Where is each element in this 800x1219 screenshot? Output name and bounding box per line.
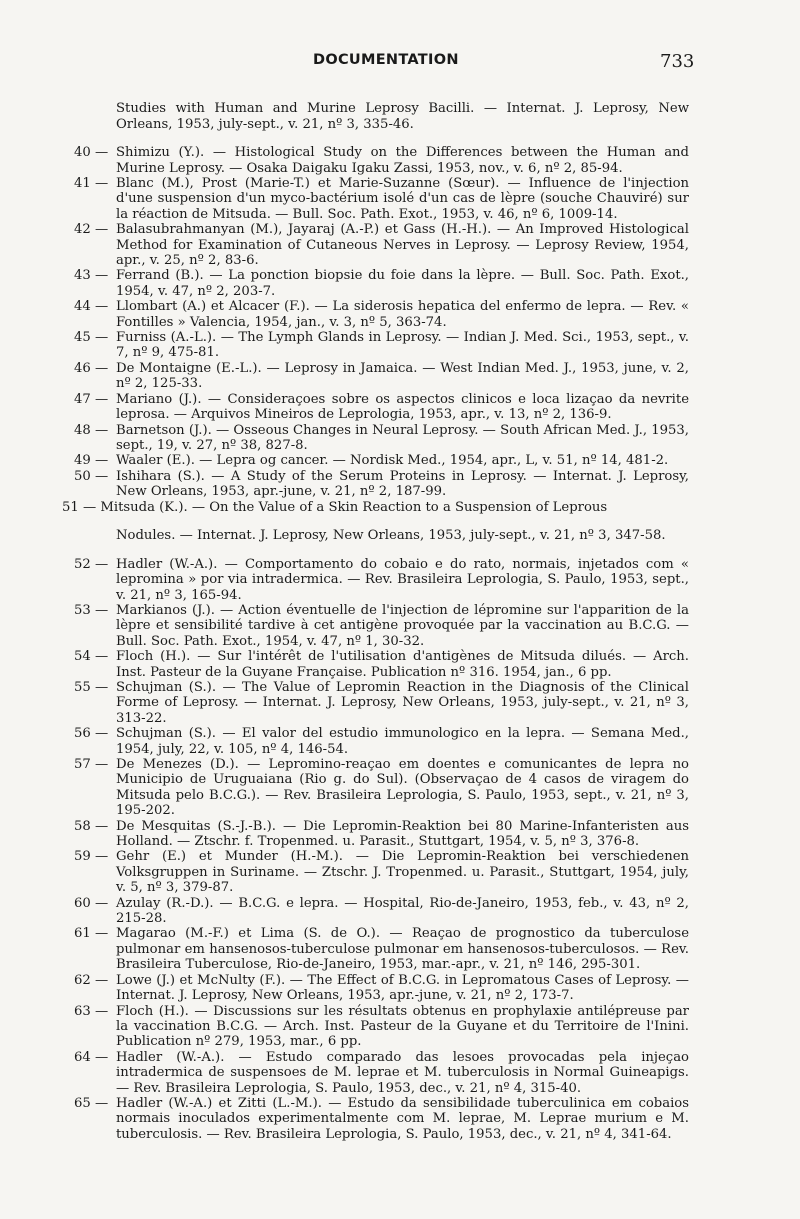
page-title: DOCUMENTATION — [313, 52, 459, 68]
reference-entry — [74, 469, 689, 500]
reference-entry — [74, 603, 689, 649]
entries — [62, 145, 689, 1142]
reference-number: 54 — — [74, 649, 109, 665]
reference-number: 50 — — [74, 468, 109, 484]
reference-entry — [74, 849, 689, 895]
reference-text: Hadler (W.-A.). — Estudo comparado das lesoes provocadas pela injeçao intradermica de suspensoes de M. leprae et M. tuberculosis in Normal Guineapigs. — Rev. Brasileira Leprologia, S. Paulo, 1953, dec., v. 21, nº 4, 315-40. — [116, 1049, 689, 1096]
reference-entry — [74, 1096, 689, 1142]
reference-entry — [74, 896, 689, 927]
reference-entry — [74, 649, 689, 680]
reference-number: 61 — — [74, 926, 109, 942]
reference-entry — [74, 819, 689, 850]
reference-text: Ishihara (S.). — A Study of the Serum Proteins in Leprosy. — Internat. J. Leprosy, New Orleans, 1953, apr.-june, v. 21, nº 2, 187-99. — [116, 468, 689, 500]
reference-text: Llombart (A.) et Alcacer (F.). — La siderosis hepatica del enfermo de lepra. — Rev. « Fontilles » Valencia, 1954, jan., v. 3, nº 5, 363-74. — [116, 299, 689, 330]
reference-number: 58 — — [74, 818, 109, 834]
reference-list — [62, 88, 689, 1142]
reference-entry — [74, 423, 689, 454]
reference-entry — [74, 145, 689, 176]
reference-text: Schujman (S.). — The Value of Lepromin Reaction in the Diagnosis of the Clinical Forme of Leprosy. — Internat. J. Leprosy, New Orleans, 1953, july-sept., v. 21, nº 3, 313-22. — [116, 679, 689, 726]
reference-number: 40 — — [74, 145, 109, 161]
reference-entry — [74, 222, 689, 268]
reference-text: Balasubrahmanyan (M.), Jayaraj (A.-P.) et Gass (H.-H.). — An Improved Histological Method for Examination of Cutaneous Nerves in Leprosy. — Leprosy Review, 1954, apr., v. 25, nº 2, 83-6. — [116, 222, 689, 269]
reference-text: Floch (H.). — Discussions sur les résultats obtenus en prophylaxie antilépreuse par la vaccination B.C.G. — Arch. Inst. Pasteur de la Guyane et du Territoire de l'Inini. Publication nº 279, 1953, mar., 6 pp. — [116, 1003, 689, 1050]
reference-number: 46 — — [74, 360, 109, 376]
reference-entry — [74, 926, 689, 972]
reference-entry — [74, 557, 689, 603]
reference-entry — [74, 299, 689, 330]
reference-number: 48 — — [74, 422, 109, 438]
reference-number: 53 — — [74, 602, 109, 618]
reference-number: 65 — — [74, 1095, 109, 1111]
reference-number: 63 — — [74, 1003, 109, 1019]
reference-entry-continuation: Nodules. — Internat. J. Leprosy, New Orleans, 1953, july-sept., v. 21, nº 3, 347-58. — [116, 528, 666, 544]
reference-text: Gehr (E.) et Munder (H.-M.). — Die Lepromin-Reaktion bei verschiedenen Volksgruppen in Suriname. — Ztschr. J. Tropenmed. u. Parasit., Stuttgart, 1954, july, v. 5, nº 3, 379-87. — [116, 849, 689, 896]
reference-text: Lowe (J.) et McNulty (F.). — The Effect of B.C.G. in Lepromatous Cases of Leprosy. — Internat. J. Leprosy, New Orleans, 1953, apr.-june, v. 21, nº 2, 173-7. — [116, 972, 689, 1004]
reference-entry — [74, 680, 689, 726]
reference-number: 42 — — [74, 222, 109, 238]
reference-entry — [74, 330, 689, 361]
reference-entry — [74, 268, 689, 299]
reference-number: 44 — — [74, 299, 109, 315]
reference-entry — [74, 392, 689, 423]
continuation-text: Studies with Human and Murine Leprosy Bacilli. — Internat. J. Leprosy, New Orleans, 1953, july-sept., v. 21, nº 3, 335-46. — [116, 101, 689, 132]
reference-text: Blanc (M.), Prost (Marie-T.) et Marie-Suzanne (Sœur). — Influence de l'injection d'une suspension d'un myco-bactérium isolé d'un cas de lèpre (souche Chauviré) sur la réaction de Mitsuda. — Bull. Soc. Path. Exot., 1953, v. 46, nº 6, 1009-14. — [116, 176, 689, 222]
reference-number: 47 — — [74, 391, 109, 407]
reference-text: Hadler (W.-A.) et Zitti (L.-M.). — Estudo da sensibilidade tuberculinica em cobaios normais inoculados experimentalmente com M. leprae, M. Leprae murium e M. tuberculosis. — Rev. Brasileira Leprologia, S. Paulo, 1953, dec., v. 21, nº 4, 341-64. — [116, 1095, 689, 1142]
reference-entry — [74, 176, 689, 222]
reference-text: Ferrand (B.). — La ponction biopsie du foie dans la lèpre. — Bull. Soc. Path. Exot., 1954, v. 47, nº 2, 203-7. — [116, 268, 689, 299]
page-number: 733 — [660, 51, 695, 72]
reference-text: Markianos (J.). — Action éventuelle de l'injection de lépromine sur l'apparition de la lèpre et sensibilité tardive à cet antigène provoquée par la vaccination au B.C.G. — Bull. Soc. Path. Exot., 1954, v. 47, nº 1, 30-32. — [116, 602, 689, 649]
reference-number: 57 — — [74, 757, 109, 772]
reference-text: Magarao (M.-F.) et Lima (S. de O.). — Reaçao de prognostico da tuberculose pulmonar em hansenosos-tuberculose pulmonar em hansenosos-tuberculosos. — Rev. Brasileira Tuberculose, Rio-de-Janeiro, 1953, mar.-apr., v. 21, nº 146, 295-301. — [116, 926, 689, 973]
reference-text: Shimizu (Y.). — Histological Study on the Differences between the Human and Murine Leprosy. — Osaka Daigaku Igaku Zassi, 1953, nov., v. 6, nº 2, 85-94. — [116, 145, 689, 176]
reference-entry — [74, 361, 689, 392]
reference-text: De Montaigne (E.-L.). — Leprosy in Jamaica. — West Indian Med. J., 1953, june, v. 2, nº 2, 125-33. — [116, 360, 689, 392]
reference-number: 45 — — [74, 330, 109, 346]
reference-number: 55 — — [74, 679, 109, 695]
reference-number: 64 — — [74, 1049, 109, 1065]
reference-number: 49 — — [74, 453, 109, 469]
reference-entry: 51 — Mitsuda (K.). — On the Value of a Skin Reaction to a Suspension of Leprous — [62, 499, 608, 515]
reference-number: 59 — — [74, 849, 109, 865]
reference-number: 60 — — [74, 895, 109, 911]
reference-text: Mariano (J.). — Consideraçoes sobre os aspectos clinicos e loca lizaçao da nevrite leprosa. — Arquivos Mineiros de Leprologia, 1953, apr., v. 13, nº 2, 136-9. — [116, 391, 689, 423]
reference-number: 62 — — [74, 972, 109, 988]
reference-text: Furniss (A.-L.). — The Lymph Glands in Leprosy. — Indian J. Med. Sci., 1953, sept., v. 7, nº 9, 475-81. — [116, 330, 689, 361]
reference-number: 41 — — [74, 176, 109, 191]
reference-entry — [74, 1004, 689, 1050]
page-header — [0, 52, 800, 76]
reference-text: Barnetson (J.). — Osseous Changes in Neural Leprosy. — South African Med. J., 1953, sept., 19, v. 27, nº 38, 827-8. — [116, 422, 689, 453]
reference-number: 52 — — [74, 556, 109, 572]
reference-text: Azulay (R.-D.). — B.C.G. e lepra. — Hospital, Rio-de-Janeiro, 1953, feb., v. 43, nº 2, 215-28. — [116, 895, 689, 927]
reference-text: De Menezes (D.). — Lepromino-reaçao em doentes e comunicantes de lepra no Municipio de Uruguaiana (Rio g. do Sul). (Observaçao de 4 casos de viragem do Mitsuda pelo B.C.G.). — Rev. Brasileira Leprologia, S. Paulo, 1953, sept., v. 21, nº 3, 195-202. — [116, 757, 689, 819]
reference-text: Waaler (E.). — Lepra og cancer. — Nordisk Med., 1954, apr., L, v. 51, nº 14, 481-2. — [116, 453, 669, 469]
reference-entry — [74, 1050, 689, 1096]
reference-text: Schujman (S.). — El valor del estudio immunologico en la lepra. — Semana Med., 1954, july, 22, v. 105, nº 4, 146-54. — [116, 726, 689, 757]
reference-entry — [74, 973, 689, 1004]
reference-entry — [74, 726, 689, 757]
reference-entry — [74, 757, 689, 819]
reference-entry — [74, 453, 689, 468]
reference-number: 56 — — [74, 726, 109, 742]
reference-text: Floch (H.). — Sur l'intérêt de l'utilisation d'antigènes de Mitsuda dilués. — Arch. Inst. Pasteur de la Guyane Française. Publication nº 316. 1954, jan., 6 pp. — [116, 649, 689, 680]
reference-text: De Mesquitas (S.-J.-B.). — Die Lepromin-Reaktion bei 80 Marine-Infanteristen aus Holland. — Ztschr. f. Tropenmed. u. Parasit., Stuttgart, 1954, v. 5, nº 3, 376-8. — [116, 818, 689, 850]
reference-number: 43 — — [74, 268, 109, 284]
reference-text: Hadler (W.-A.). — Comportamento do cobaio e do rato, normais, injetados com « lepromina » por via intradermica. — Rev. Brasileira Leprologia, S. Paulo, 1953, sept., v. 21, nº 3, 165-94. — [116, 556, 689, 603]
